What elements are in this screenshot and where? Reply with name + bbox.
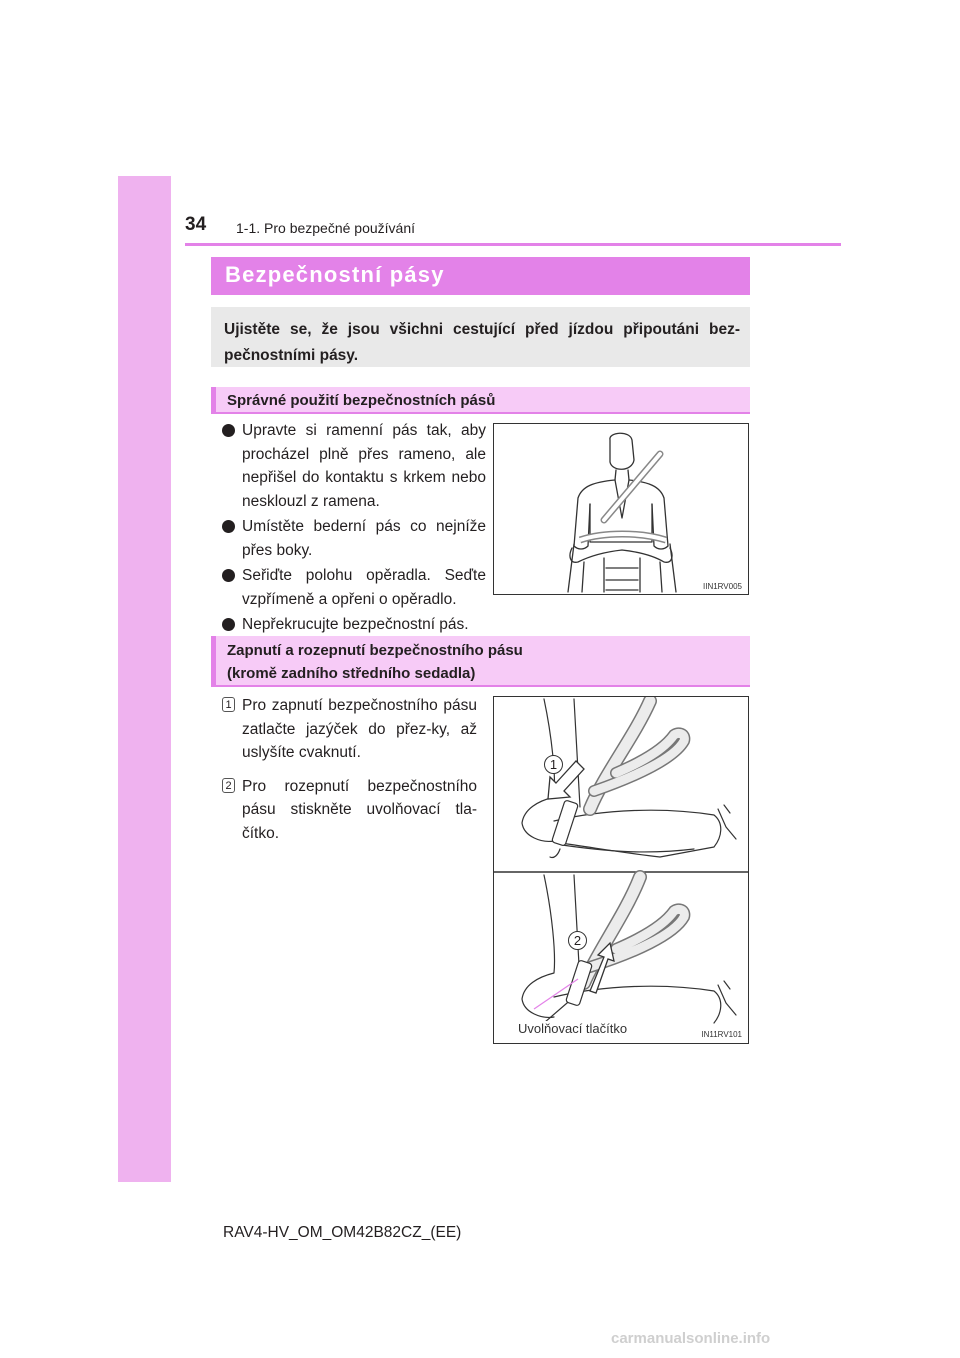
list-item: Umístěte bederní pás co nejníže přes boky. [222, 515, 486, 562]
fastening-steps [222, 694, 477, 855]
buckle-illustration [493, 696, 749, 1044]
callout-1-badge: 1 [544, 755, 563, 774]
step-number-badge: 1 [222, 697, 235, 712]
bullet-icon [222, 520, 235, 533]
fastening-heading-bar [211, 636, 750, 687]
watermark: carmanualsonline.info [611, 1330, 771, 1347]
step-2 [222, 775, 477, 846]
step-1 [222, 694, 477, 765]
bullet-icon [222, 424, 235, 437]
seated-person-illustration [493, 423, 749, 595]
buckle-drawing [494, 697, 748, 1043]
section-title: Bezpečnostní pásy [225, 262, 445, 287]
page-number: 34 [185, 214, 207, 235]
intro-box [211, 307, 750, 367]
step-text: Pro rozepnutí bezpečnostního pásu stiskněte uvolňovací tla-čítko. [242, 777, 477, 842]
section-title-bar [211, 257, 750, 295]
bullet-icon [222, 569, 235, 582]
step-text: Pro zapnutí bezpečnostního pásu zatlačte jazýček do přez-ky, až uslyšíte cvaknutí. [242, 697, 477, 761]
step-number-badge: 2 [222, 778, 235, 793]
list-item: Seřiďte polohu opěradla. Seďte vzpřímeně a opřeni o opěradlo. [222, 564, 486, 611]
bullet-icon [222, 618, 235, 631]
proper-use-list [222, 419, 486, 639]
proper-use-heading: Správné použití bezpečnostních pásů [227, 392, 496, 409]
seated-person-drawing [494, 424, 748, 594]
header-rule [185, 243, 841, 246]
proper-use-heading-bar [211, 387, 750, 414]
fastening-heading-line2: (kromě zadního středního sedadla) [227, 665, 476, 682]
release-button-label: Uvolňovací tlačítko [518, 1021, 628, 1036]
callout-2-badge: 2 [568, 931, 587, 950]
footer-code: RAV4-HV_OM_OM42B82CZ_(EE) [223, 1224, 462, 1241]
fastening-heading-line1: Zapnutí a rozepnutí bezpečnostního pásu [227, 642, 523, 659]
figure-code: IN11RV101 [701, 1030, 742, 1039]
list-item: Upravte si ramenní pás tak, aby procházel plně přes rameno, ale nepřišel do kontaktu s krkem nebo nesklouzl z ramena. [222, 419, 486, 513]
figure-code: IIN1RV005 [703, 582, 742, 591]
chapter-side-tab [118, 176, 171, 1182]
chapter-title: 1-1. Pro bezpečné používání [236, 220, 416, 236]
list-item: Nepřekrucujte bezpečnostní pás. [222, 613, 486, 637]
intro-text: Ujistěte se, že jsou všichni cestující před jízdou připoutáni bez-pečnostními pásy. [224, 321, 740, 364]
